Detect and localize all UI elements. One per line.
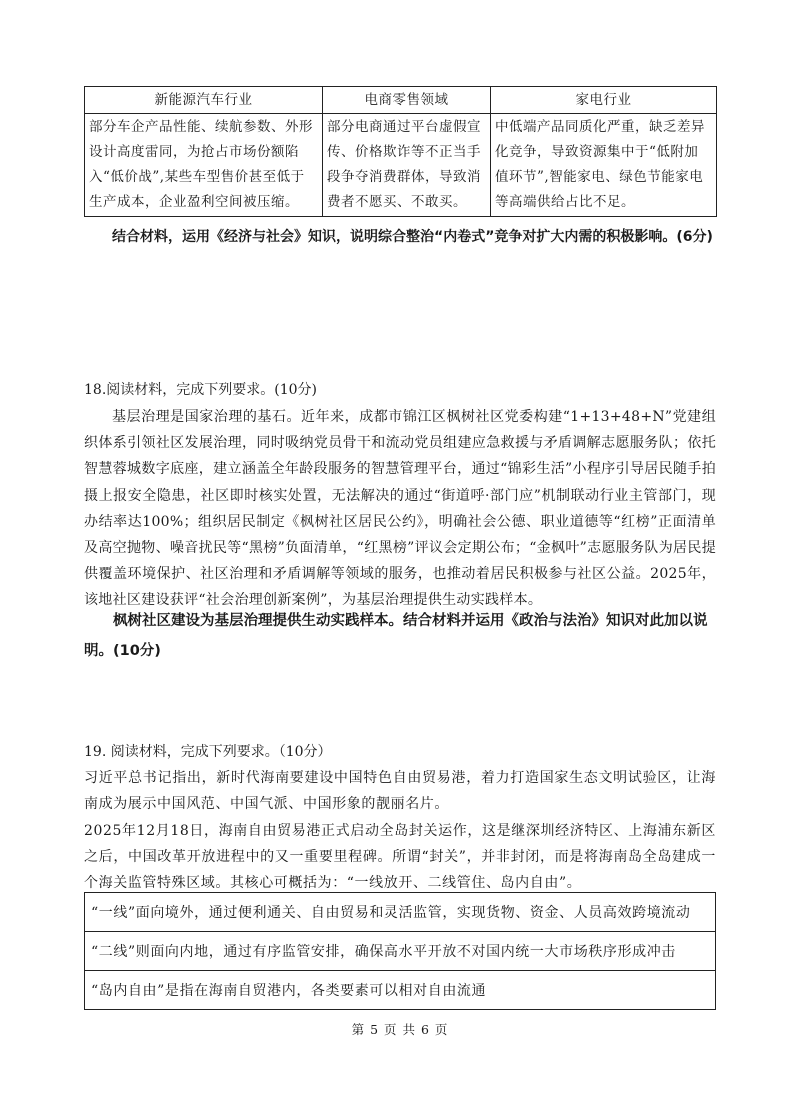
- q19-paragraph-1: 习近平总书记指出，新时代海南要建设中国特色自由贸易港，着力打造国家生态文明试验区，让海南成为展示中国风范、中国气派、中国形象的靓丽名片。: [84, 770, 716, 812]
- industry-table: [84, 86, 717, 217]
- q17-task: 结合材料，运用《经济与社会》知识，说明综合整治“内卷式”竞争对扩大内需的积极影响。(6分): [112, 229, 713, 245]
- header-ecommerce-retail: 电商零售领域: [323, 87, 491, 114]
- industry-table-row: [85, 114, 717, 217]
- q18-task: 枫树社区建设为基层治理提供生动实践样本。结合材料并运用《政治与法治》知识对此加以说明。(10分): [84, 613, 708, 659]
- q19-second-line: “二线”则面向内地，通过有序监管安排，确保高水平开放不对国内统一大市场秩序形成冲击: [85, 932, 716, 971]
- q18-heading: 18.阅读材料，完成下列要求。(10分): [84, 382, 318, 398]
- q19-core-row: [85, 932, 716, 971]
- cell-home-appliances: 中低端产品同质化严重，缺乏差异化竞争，导致资源集中于“低附加值环节”,智能家电、绿色节能家电等高端供给占比不足。: [491, 114, 717, 217]
- q19-core-row: [85, 893, 716, 932]
- industry-table-header-row: [85, 87, 717, 114]
- q19-first-line: “一线”面向境外，通过便利通关、自由贸易和灵活监管，实现货物、资金、人员高效跨境流动: [85, 893, 716, 932]
- cell-new-energy-vehicles: 部分车企产品性能、续航参数、外形设计高度雷同，为抢占市场份额陷入“低价战”,某些车型售价甚至低于生产成本，企业盈利空间被压缩。: [85, 114, 323, 217]
- q19-island-freedom: “岛内自由”是指在海南自贸港内，各类要素可以相对自由流通: [85, 971, 716, 1010]
- header-home-appliances: 家电行业: [491, 87, 717, 114]
- q19-heading: 19. 阅读材料，完成下列要求。（10分）: [84, 744, 332, 760]
- q18-material: 基层治理是国家治理的基石。近年来，成都市锦江区枫树社区党委构建“1+13+48+N”党建组织体系引领社区发展治理，同时吸纳党员骨干和流动党员组建应急救援与矛盾调解志愿服务队；依托智慧蓉城数字底座，建立涵盖全年龄段服务的智慧管理平台，通过“锦彩生活”小程序引导居民随手拍摄上报安全隐患，社区即时核实处置，无法解决的通过“街道呼·部门应”机制联动行业主管部门，现办结率达100%；组织居民制定《枫树社区居民公约》，明确社会公德、职业道德等“红榜”正面清单及高空抛物、噪音扰民等“黑榜”负面清单，“红黑榜”评议会定期公布；“金枫叶”志愿服务队为居民提供覆盖环境保护、社区治理和矛盾调解等领域的服务，也推动着居民积极参与社区公益。2025年，该地社区建设获评“社会治理创新案例”，为基层治理提供生动实践样本。: [84, 409, 716, 609]
- page-footer: 第 5 页 共 6 页: [351, 1022, 449, 1037]
- header-new-energy-vehicles: 新能源汽车行业: [85, 87, 323, 114]
- q19-core-row: [85, 971, 716, 1010]
- q19-paragraph-2: 2025年12月18日，海南自由贸易港正式启动全岛封关运作，这是继深圳经济特区、上海浦东新区之后，中国改革开放进程中的又一重要里程碑。所谓“封关”，并非封闭，而是将海南岛全岛建成一个海关监管特殊区域。其核心可概括为：“一线放开、二线管住、岛内自由”。: [84, 823, 716, 891]
- cell-ecommerce-retail: 部分电商通过平台虚假宣传、价格欺诈等不正当手段争夺消费群体，导致消费者不愿买、不敢买。: [323, 114, 491, 217]
- q19-core-box: [84, 892, 716, 1010]
